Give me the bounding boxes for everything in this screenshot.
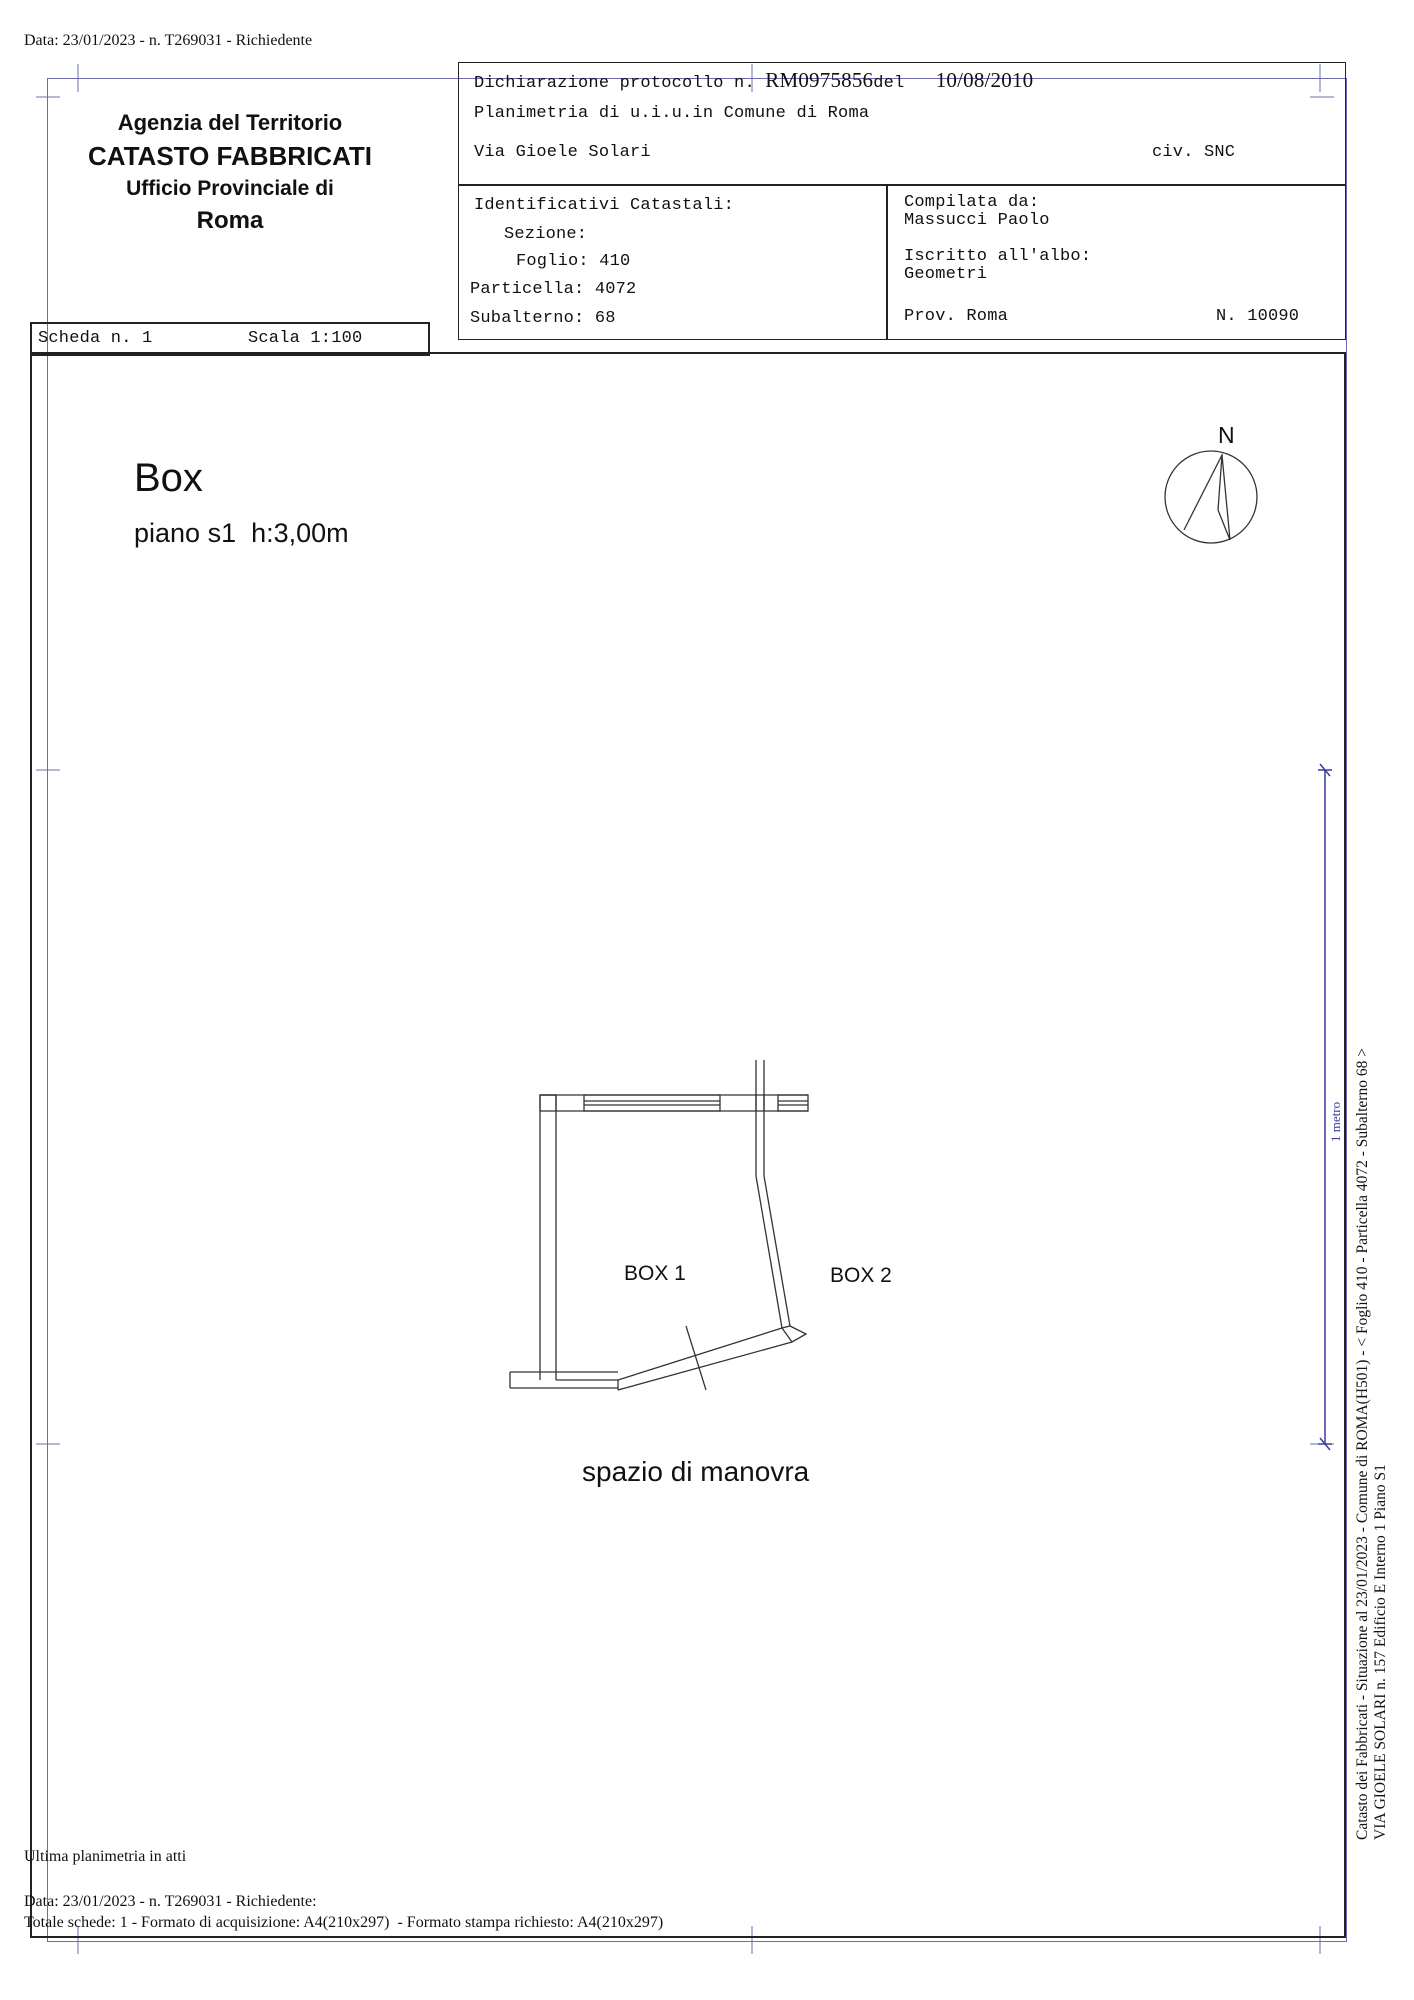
civ-line: civ. SNC (1152, 143, 1236, 162)
via-line: Via Gioele Solari (474, 143, 651, 162)
agency-block (60, 108, 400, 238)
side-caption (1354, 1048, 1390, 1840)
dichiarazione-line (474, 68, 1033, 93)
footer-totale: Totale schede: 1 - Formato di acquisizione: A4(210x297) - Formato stampa richiesto: A4(210x297) (24, 1914, 664, 1931)
top-meta-line: Data: 23/01/2023 - n. T269031 - Richiedente (24, 32, 313, 49)
identificativi-title: Identificativi Catastali: (474, 196, 735, 215)
dichiarazione-label: Dichiarazione protocollo n. (474, 74, 755, 93)
side-caption-line1: Catasto dei Fabbricati - Situazione al 23/01/2023 - Comune di ROMA(H501) - < Foglio 410 - Particella 4072 - Subalterno 68 > (1354, 1048, 1371, 1840)
north-arrow-icon (1160, 446, 1266, 546)
footer-data: Data: 23/01/2023 - n. T269031 - Richiedente: (24, 1893, 317, 1910)
sezione-field: Sezione: (504, 225, 588, 244)
scheda-number: Scheda n. 1 (38, 329, 153, 348)
agency-name: Agenzia del Territorio (117, 110, 343, 135)
manovra-label: spazio di manovra (582, 1456, 810, 1487)
declaration-date: 10/08/2010 (935, 68, 1034, 92)
floor-plan-drawing (500, 1050, 820, 1410)
scala-value: Scala 1:100 (248, 329, 363, 348)
foglio-field: Foglio: 410 (516, 252, 631, 271)
particella-field: Particella: 4072 (470, 280, 637, 299)
ultima-planimetria: Ultima planimetria in atti (24, 1848, 187, 1865)
plan-subtitle: piano s1 h:3,00m (134, 518, 349, 548)
compilata-label: Compilata da: (904, 193, 1040, 212)
prov-field: Prov. Roma (904, 307, 1009, 326)
north-label: N (1218, 422, 1235, 448)
box1-label: BOX 1 (624, 1262, 686, 1285)
catasto-title: CATASTO FABBRICATI (87, 141, 373, 171)
numero-field: N. 10090 (1216, 307, 1300, 326)
ufficio-city: Roma (196, 207, 264, 234)
compilata-name: Massucci Paolo (904, 211, 1050, 230)
planimetria-line: Planimetria di u.i.u.in Comune di Roma (474, 104, 870, 123)
albo-value: Geometri (904, 265, 988, 284)
plan-title: Box (134, 456, 203, 500)
protocollo-number: RM0975856 (765, 68, 874, 92)
side-caption-line2: VIA GIOELE SOLARI n. 157 Edificio E Interno 1 Piano S1 (1372, 1464, 1389, 1840)
ufficio-label: Ufficio Provinciale di (126, 177, 334, 200)
subalterno-field: Subalterno: 68 (470, 309, 616, 328)
del-label: del (873, 74, 905, 93)
plan-walls (510, 1060, 808, 1390)
box2-label: BOX 2 (830, 1264, 892, 1287)
scale-bar-stamp: 1 metro (1328, 1101, 1343, 1142)
albo-label: Iscritto all'albo: (904, 247, 1092, 266)
